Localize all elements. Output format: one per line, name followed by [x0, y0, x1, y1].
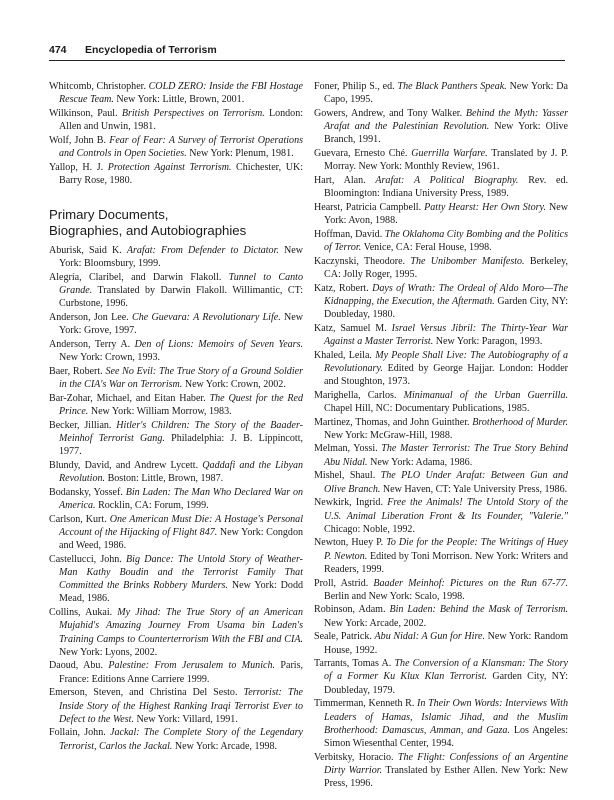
entry-title: To Die for the People: The Writings of Huey P. Newton.	[324, 537, 569, 562]
bibliography-entry	[314, 389, 568, 415]
entry-publication: London: Allen and Unwin, 1981.	[59, 107, 304, 133]
entry-author: Castellucci, John.	[49, 553, 122, 565]
bibliography-entry	[49, 244, 303, 270]
entry-author: Guevara, Ernesto Ché.	[314, 148, 408, 160]
left-column	[49, 80, 303, 753]
entry-author: Marighella, Carlos.	[314, 389, 397, 401]
entry-publication: Paris, France: Editions Anne Carriere 1999.	[59, 660, 303, 685]
entry-publication: Los Angeles: Simon Wiesenthal Center, 1994.	[324, 724, 568, 749]
bibliography-entry	[314, 603, 568, 629]
bibliography-entry	[49, 392, 303, 418]
entry-title: Abu Nidal: A Gun for Hire.	[374, 631, 485, 643]
entry-publication: Edited by Toni Morrison. New York: Writers and Readers, 1999.	[324, 550, 569, 575]
bibliography-entry	[49, 726, 303, 752]
bibliography-entry	[314, 228, 568, 254]
entry-author: Bodansky, Yossef.	[49, 486, 123, 498]
entry-title: Brotherhood of Murder.	[472, 416, 568, 428]
entry-title: British Perspectives on Terrorism.	[121, 107, 265, 119]
entry-publication: New York: Lyons, 2002.	[59, 646, 158, 658]
right-column	[314, 80, 568, 791]
entry-title: The Flight: Confessions of an Argentine Dirty Warrior.	[324, 751, 569, 776]
entry-title: Arafat: From Defender to Dictator.	[126, 245, 279, 257]
bibliography-entry	[314, 416, 568, 442]
bibliography-entry	[314, 282, 568, 322]
entry-author: Robinson, Adam.	[314, 604, 386, 616]
entry-publication: Translated by Darwin Flakoll. Willimantic, CT: Curbstone, 1996.	[59, 285, 303, 310]
section-heading	[49, 207, 303, 238]
section-heading-line-1: Primary Documents,	[49, 207, 169, 223]
entry-title: Arafat: A Political Biography.	[375, 174, 519, 186]
entry-title: Days of Wrath: The Ordeal of Aldo Moro—The Kidnapping, the Execution, the Aftermath.	[324, 282, 568, 307]
entry-author: Alegría, Claribel, and Darwin Flakoll.	[49, 272, 222, 284]
entry-publication: New York: William Morrow, 1983.	[90, 406, 232, 418]
entry-publication: New York: Random House, 1992.	[324, 631, 569, 656]
entry-title: Bin Laden: Behind the Mask of Terrorism.	[389, 604, 568, 616]
entry-publication: New York: Adama, 1986.	[370, 456, 473, 468]
entry-publication: New York: Arcade, 2002.	[324, 617, 427, 629]
entry-author: Tarrants, Tomas A.	[314, 658, 392, 670]
entry-title: Jackal: The Complete Story of the Legendary Terrorist, Carlos the Jackal.	[59, 727, 303, 752]
bibliography-entry	[49, 365, 303, 391]
bibliography-entry	[49, 553, 303, 606]
bibliography-entry	[314, 536, 568, 576]
entry-publication: New York: Crown, 2002.	[184, 379, 286, 391]
entry-publication: New York: Congdon and Weed, 1986.	[59, 526, 303, 552]
bibliography-entry	[49, 459, 303, 485]
entry-author: Newkirk, Ingrid.	[314, 497, 383, 509]
entry-title: Qaddafi and the Libyan Revolution.	[59, 459, 303, 485]
entry-publication: Garden City, NY: Doubleday, 1979.	[324, 671, 569, 696]
entry-publication: New York: Villard, 1991.	[136, 713, 238, 725]
bibliography-entry	[49, 80, 303, 106]
entry-author: Khaled, Leila.	[314, 349, 372, 361]
entry-title: COLD ZERO: Inside the FBI Hostage Rescue Team.	[59, 81, 303, 106]
entry-title: Israel Versus Jibril: The Thirty-Year War Against a Master Terrorist.	[324, 322, 568, 347]
bibliography-entry	[49, 606, 303, 659]
entry-title: Baader Meinhof: Pictures on the Run 67-77.	[373, 577, 569, 589]
entry-author: Mishel, Shaul.	[314, 470, 376, 482]
entry-publication: Edited by George Hajjar. London: Hodder and Stoughton, 1973.	[324, 362, 569, 387]
bibliography-entry	[314, 107, 568, 147]
bibliography-entry	[314, 147, 568, 173]
bibliography-entry	[49, 107, 303, 133]
bibliography-entry	[314, 657, 568, 697]
entry-title: Tunnel to Canto Grande.	[59, 272, 303, 297]
entry-publication: Berlin and New York: Scalo, 1998.	[324, 590, 465, 602]
entry-author: Katz, Samuel M.	[314, 322, 387, 334]
bibliography-entry	[314, 349, 568, 389]
entry-publication: Rocklin, CA: Forum, 1999.	[98, 499, 209, 511]
section-heading-line-2: Biographies, and Autobiographies	[49, 222, 247, 238]
entry-title: Minimanual of the Urban Guerrilla.	[403, 389, 568, 401]
bibliography-entry	[314, 630, 568, 656]
bibliography-list-primary-documents-continued	[314, 80, 568, 790]
entry-author: Timmerman, Kenneth R.	[314, 698, 415, 710]
bibliography-list-continued	[49, 80, 303, 187]
bibliography-entry	[314, 322, 568, 348]
entry-publication: Chicago: Noble, 1992.	[324, 523, 415, 535]
entry-author: Follain, John.	[49, 727, 106, 739]
running-title: Encyclopedia of Terrorism	[85, 44, 217, 56]
entry-publication: Translated by J. P. Morray. New York: Monthly Review, 1961.	[324, 148, 568, 173]
entry-author: Becker, Jillian.	[49, 419, 112, 431]
entry-author: Hart, Alan.	[314, 174, 366, 186]
bibliography-entry	[49, 271, 303, 311]
entry-author: Daoud, Abu.	[49, 660, 103, 672]
entry-author: Hoffman, David.	[314, 228, 383, 240]
bibliography-entry	[314, 174, 568, 200]
entry-author: Whitcomb, Christopher.	[49, 81, 146, 92]
bibliography-entry	[314, 442, 568, 468]
entry-title: The Unibomber Manifesto.	[410, 255, 525, 267]
entry-publication: New York: Plenum, 1981.	[189, 148, 294, 160]
entry-author: Verbitsky, Horacio.	[314, 751, 394, 763]
entry-publication: New York: Da Capo, 1995.	[324, 81, 569, 106]
entry-author: Anderson, Terry A.	[49, 339, 131, 351]
entry-publication: Garden City, NY: Doubleday, 1980.	[324, 295, 569, 320]
entry-publication: Venice, CA: Feral House, 1998.	[363, 241, 492, 253]
entry-title: Free the Animals! The Untold Story of the U.S. Animal Liberation Front & Its Founder, "Valerie."	[324, 497, 569, 522]
entry-publication: Philadelphia: J. B. Lippincott, 1977.	[59, 432, 303, 458]
entry-title: Hitler's Children: The Story of the Baader-Meinhof Terrorist Gang.	[59, 419, 304, 444]
entry-publication: New York: McGraw-Hill, 1988.	[324, 429, 453, 441]
bibliography-entry	[49, 659, 303, 685]
running-header	[49, 44, 565, 60]
bibliography-entry	[314, 697, 568, 750]
entry-title: Den of Lions: Memoirs of Seven Years.	[134, 339, 304, 351]
entry-author: Collins, Aukai.	[49, 607, 113, 619]
entry-author: Martinez, Thomas, and John Guinther.	[314, 416, 470, 428]
entry-author: Wolf, John B.	[49, 134, 106, 146]
entry-author: Hearst, Patricia Campbell.	[314, 201, 422, 213]
entry-author: Anderson, Jon Lee.	[49, 312, 129, 324]
entry-author: Bar-Zohar, Michael, and Eitan Haber.	[49, 392, 206, 404]
entry-title: Patty Hearst: Her Own Story.	[424, 201, 546, 213]
entry-title: Terrorist: The Inside Story of the Highest Ranking Iraqi Terrorist Ever to Defect to the West.	[59, 687, 303, 725]
entry-title: The Conversion of a Klansman: The Story of a Former Ku Klux Klan Terrorist.	[324, 658, 569, 683]
entry-publication: New York: Crown, 1993.	[59, 352, 161, 364]
page-number: 474	[49, 44, 67, 56]
entry-publication: Boston: Little, Brown, 1987.	[107, 473, 224, 485]
entry-author: Yallop, H. J.	[49, 161, 104, 173]
bibliography-entry	[49, 338, 303, 364]
entry-publication: Chichester, UK: Barry Rose, 1980.	[59, 161, 303, 186]
bibliography-entry	[49, 134, 303, 160]
entry-publication: New York: Grove, 1997.	[59, 312, 304, 337]
entry-publication: Chapel Hill, NC: Documentary Publications, 1985.	[324, 402, 530, 414]
entry-title: Che Guevara: A Revolutionary Life.	[132, 312, 281, 324]
entry-publication: New York: Arcade, 1998.	[174, 740, 278, 752]
entry-publication: New York: Little, Brown, 2001.	[116, 94, 245, 106]
entry-author: Kaczynski, Theodore.	[314, 255, 406, 267]
entry-author: Wilkinson, Paul.	[49, 107, 118, 119]
bibliography-entry	[314, 201, 568, 227]
bibliography-entry	[314, 469, 568, 495]
entry-publication: New York: Paragon, 1993.	[435, 335, 543, 347]
entry-author: Katz, Robert.	[314, 282, 369, 294]
bibliography-entry	[314, 577, 568, 603]
bibliography-entry	[49, 161, 303, 187]
entry-title: The Master Terrorist: The True Story Behind Abu Nidal.	[324, 443, 569, 468]
entry-title: Protection Against Terrorism.	[107, 161, 232, 173]
entry-title: In Their Own Words: Interviews With Leaders of Hamas, Islamic Jihad, and the Muslim Brotherhood: Damascus, Amman, and Gaza.	[324, 698, 568, 736]
entry-author: Seale, Patrick.	[314, 631, 372, 643]
entry-publication: New Haven, CT: Yale University Press, 1986.	[382, 483, 568, 495]
entry-publication: Rev. ed. Bloomington: Indiana University Press, 1989.	[324, 174, 568, 200]
entry-title: The Black Panthers Speak.	[397, 81, 507, 92]
entry-title: My Jihad: The True Story of an American Mujahid's Amazing Journey From Usama bin Laden's Training Camps to Counterterrorism With the FBI and CIA.	[59, 607, 303, 645]
entry-publication: New York: Olive Branch, 1991.	[324, 121, 568, 146]
entry-title: My People Shall Live: The Autobiography of a Revolutionary.	[324, 349, 569, 374]
entry-publication: New York: Dodd Mead, 1986.	[59, 580, 303, 605]
entry-author: Melman, Yossi.	[314, 443, 378, 455]
bibliography-entry	[314, 751, 568, 791]
bibliography-entry	[49, 686, 303, 726]
header-rule	[49, 60, 565, 61]
entry-author: Baer, Robert.	[49, 365, 103, 377]
entry-title: Bin Laden: The Man Who Declared War on America.	[59, 486, 303, 511]
entry-author: Blundy, David, and Andrew Lycett.	[49, 459, 199, 471]
entry-title: Behind the Myth: Yasser Arafat and the Palestinian Revolution.	[324, 107, 568, 133]
entry-title: The PLO Under Arafat: Between Gun and Olive Branch.	[324, 470, 568, 495]
entry-title: Guerrilla Warfare.	[411, 148, 488, 160]
entry-title: One American Must Die: A Hostage's Personal Account of the Hijacking of Flight 847.	[59, 513, 303, 538]
bibliography-entry	[49, 311, 303, 337]
entry-publication: Translated by Esther Allen. New York: New Press, 1996.	[324, 764, 568, 790]
entry-author: Proll, Astrid.	[314, 577, 369, 589]
bibliography-entry	[49, 419, 303, 459]
entry-title: The Oklahoma City Bombing and the Politics of Terror.	[324, 228, 568, 253]
bibliography-list-primary-documents	[49, 244, 303, 753]
entry-author: Aburisk, Said K.	[49, 245, 122, 257]
bibliography-entry	[314, 80, 568, 106]
entry-author: Newton, Huey P.	[314, 537, 384, 549]
bibliography-entry	[49, 486, 303, 512]
entry-title: See No Evil: The True Story of a Ground Soldier in the CIA's War on Terrorism.	[59, 365, 303, 391]
entry-title: Big Dance: The Untold Story of Weather-Man Kathy Boudin and the Terrorist Family That Committed the Brinks Robbery Murders.	[59, 553, 303, 592]
entry-author: Gowers, Andrew, and Tony Walker.	[314, 107, 463, 119]
bibliography-entry	[314, 255, 568, 281]
entry-title: Palestine: From Jerusalem to Munich.	[108, 660, 275, 672]
entry-title: Fear of Fear: A Survey of Terrorist Operations and Controls in Open Societies.	[59, 134, 303, 160]
entry-author: Foner, Philip S., ed.	[314, 81, 395, 92]
entry-publication: New York: Avon, 1988.	[324, 201, 568, 227]
entry-publication: Berkeley, CA: Jolly Roger, 1995.	[324, 255, 569, 280]
entry-author: Carlson, Kurt.	[49, 513, 107, 525]
bibliography-entry	[314, 496, 568, 536]
entry-title: The Quest for the Red Prince.	[59, 392, 304, 418]
bibliography-entry	[49, 513, 303, 553]
entry-publication: New York: Bloomsbury, 1999.	[59, 245, 303, 270]
entry-author: Emerson, Steven, and Christina Del Sesto.	[49, 687, 238, 699]
